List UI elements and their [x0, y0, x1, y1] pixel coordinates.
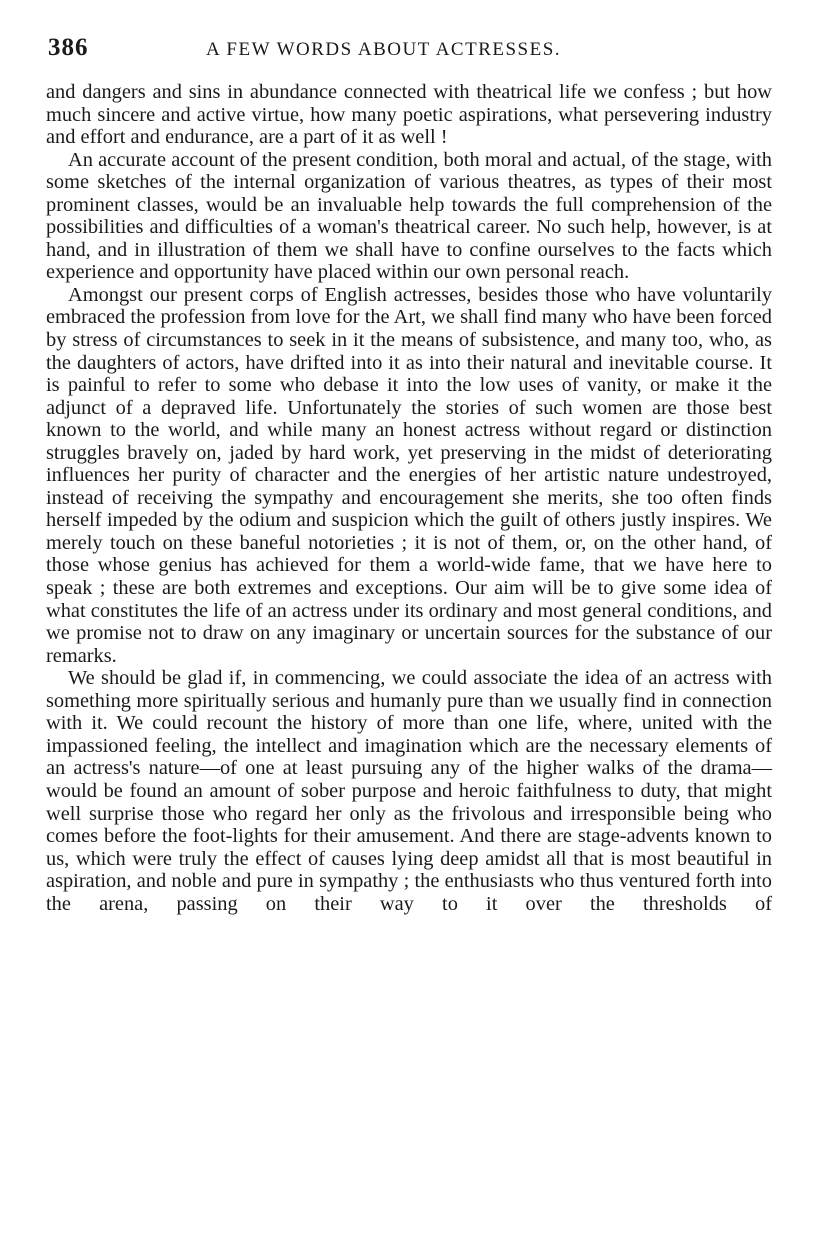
paragraph-continuation: and dangers and sins in abundance connected with theatrical life we confess ; but how much sincere and active virtue, how many poetic aspirations, what persevering industry and effort and endurance, are a part of it as well !: [46, 81, 772, 149]
paragraph-stage-account: An accurate account of the present condition, both moral and actual, of the stage, with some sketches of the internal organization of various theatres, as types of their most prominent classes, would be an invaluable help towards the full comprehension of the possibilities and difficulties of a woman's theatrical career. No such help, however, is at hand, and in illustration of them we shall have to confine ourselves to the facts which experience and opportunity have placed within our own personal reach.: [46, 148, 772, 284]
running-title: A FEW WORDS ABOUT ACTRESSES.: [206, 39, 562, 60]
paragraph-actress-ideal: We should be glad if, in commencing, we could associate the idea of an actress with something more spiritually serious and humanly pure than we usually find in connection with it. We could recount the history of more than one life, where, united with the impassioned feeling, the intellect and imagination which are the necessary elements of an actress's nature—of one at least pursuing any of the higher walks of the drama—would be found an amount of sober purpose and heroic faithfulness to duty, that might well surprise those who regard her only as the frivolous and irresponsible being who comes before the foot-lights for their amusement. And there are stage-advents known to us, which were truly the effect of causes lying deep amidst all that is most beautiful in aspiration, and noble and pure in sympathy ; the enthusiasts who thus ventured forth into the arena, passing on their way to it over the thresholds of: [46, 667, 772, 915]
running-head: [46, 34, 772, 74]
body-text: [46, 81, 772, 915]
paragraph-english-actresses: Amongst our present corps of English actresses, besides those who have voluntarily embraced the profession from love for the Art, we shall find many who have been forced by stress of circumstances to seek in it the means of subsistence, and many too, who, as the daughters of actors, have drifted into it as into their natural and inevitable course. It is painful to refer to some who debase it into the low uses of vanity, or make it the adjunct of a depraved life. Unfortunately the stories of such women are those best known to the world, and while many an honest actress without regard or distinction struggles bravely on, jaded by hard work, yet preserving in the midst of deteriorating influences her purity of character and the energies of her artistic nature undestroyed, instead of receiving the sympathy and encouragement she merits, she too often finds herself impeded by the odium and suspicion which the guilt of others justly inspires. We merely touch on these baneful notorieties ; it is not of them, or, on the other hand, of those whose genius has achieved for them a world-wide fame, that we have here to speak ; these are both extremes and exceptions. Our aim will be to give some idea of what constitutes the life of an actress under its ordinary and most general conditions, and we promise not to draw on any imaginary or uncertain sources for the substance of our remarks.: [46, 283, 772, 667]
book-page: [46, 34, 772, 915]
page-number: 386: [48, 34, 89, 61]
